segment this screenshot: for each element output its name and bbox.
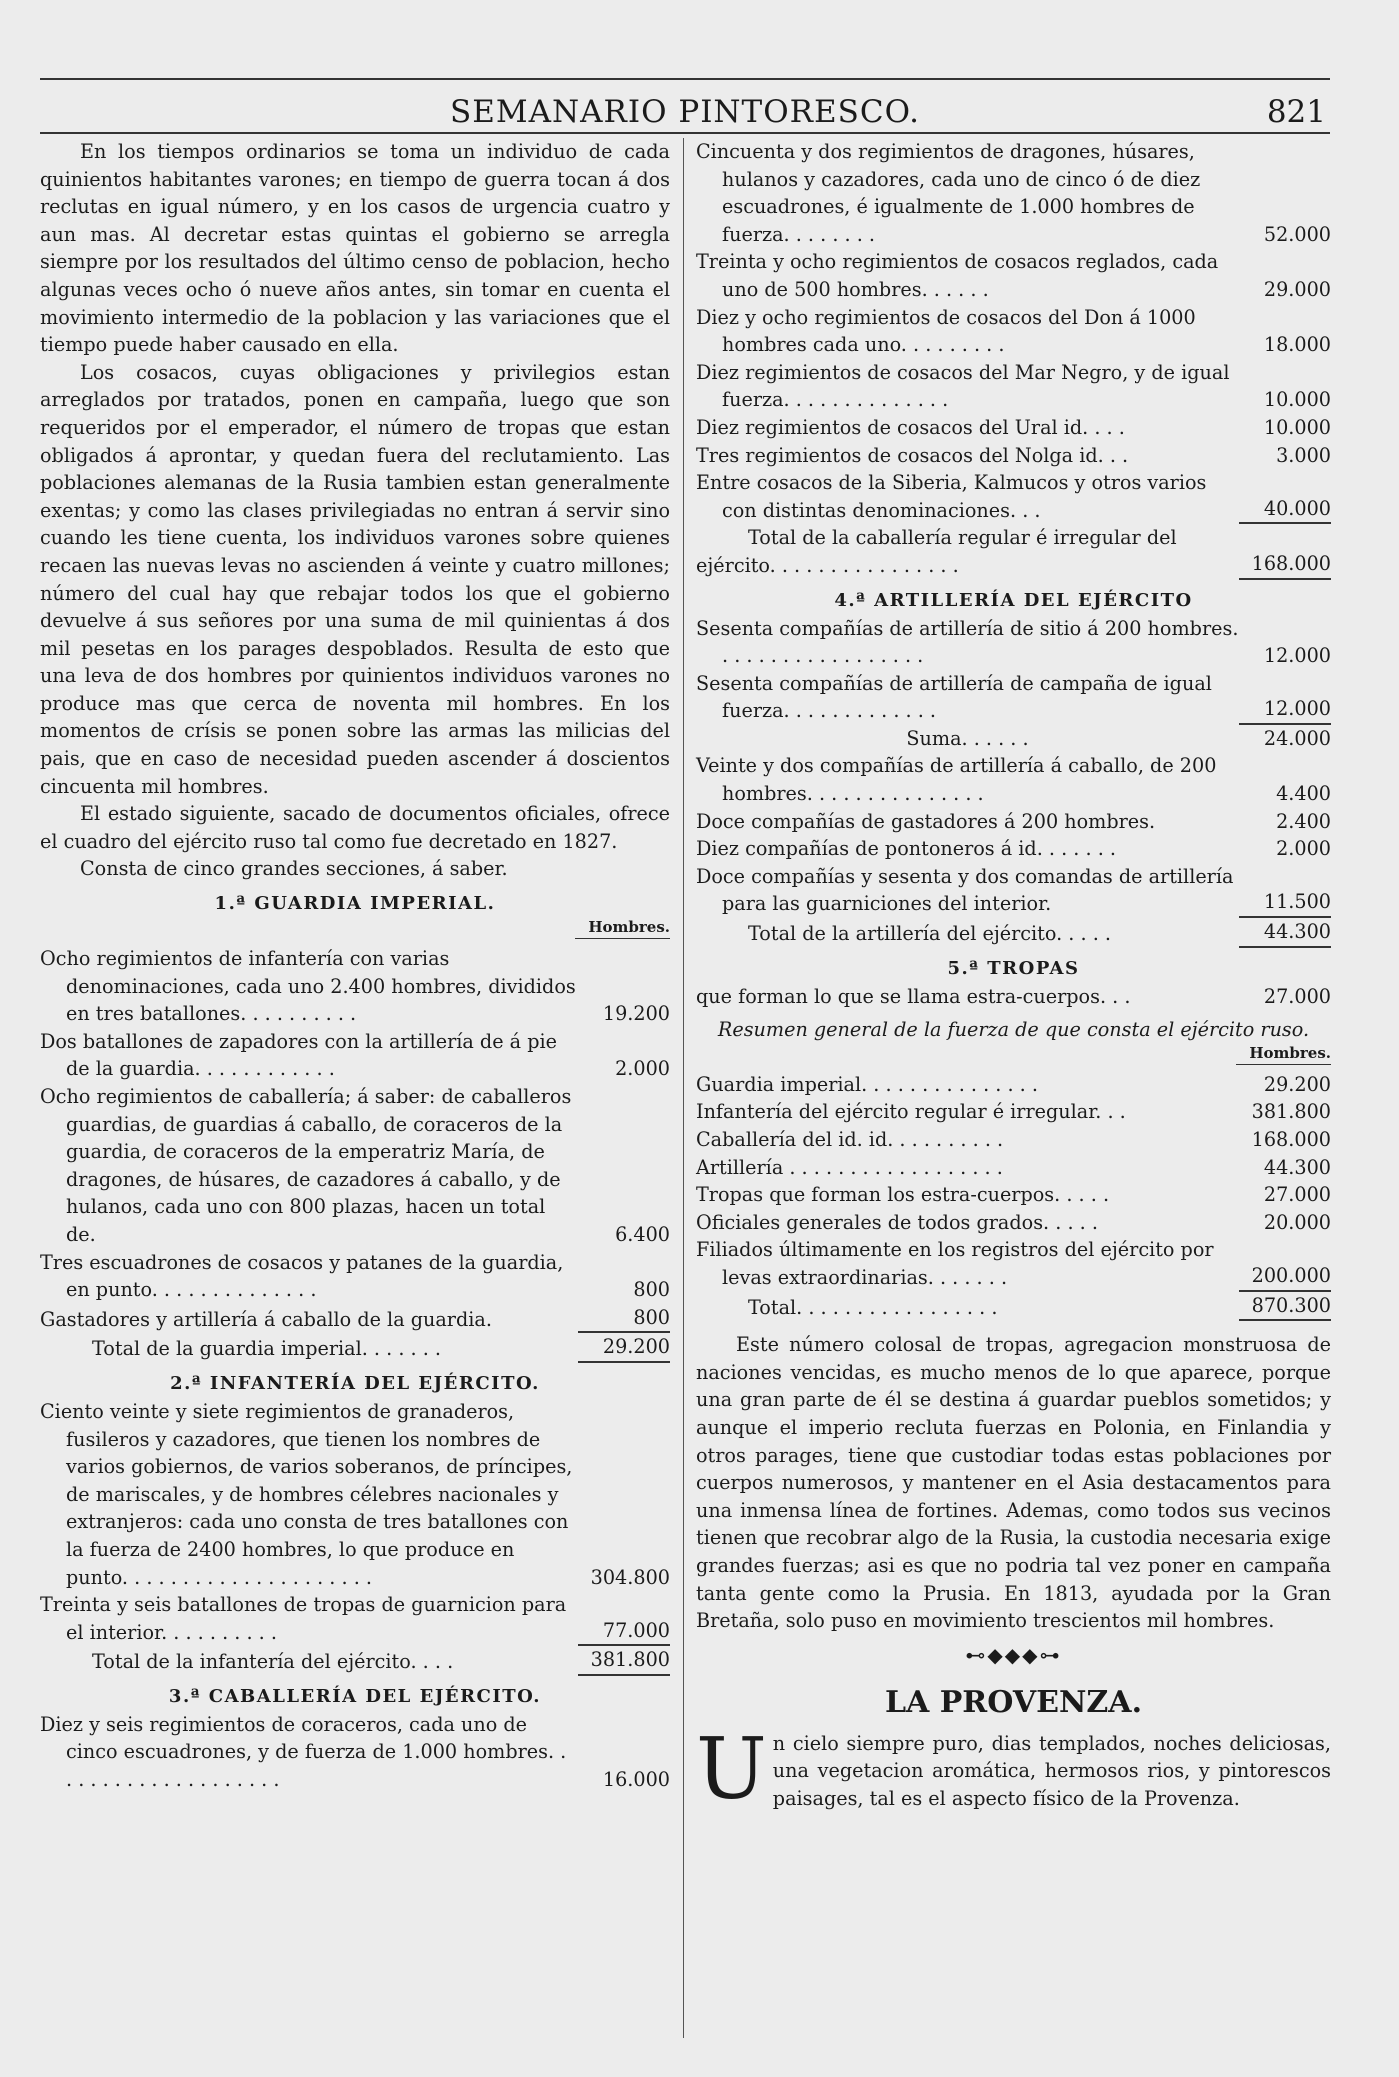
row-label: Sesenta compañías de artillería de campaña de igual fuerza. . . . . . . . . . . . . (696, 671, 1212, 723)
right-column (696, 138, 1331, 1818)
table-row (696, 1098, 1331, 1126)
paragraph: Consta de cinco grandes secciones, á saber. (80, 857, 508, 881)
row-label: Infantería del ejército regular é irregular. . . (696, 1100, 1126, 1124)
table-row (696, 615, 1331, 670)
table-row (696, 1154, 1331, 1182)
table-row (40, 1083, 670, 1249)
row-value: 2.400 (1276, 809, 1331, 833)
table-row (696, 138, 1331, 248)
total-label: Total de la artillería del ejército. . . . . (748, 922, 1111, 946)
paragraph: Este número colosal de tropas, agregacion monstruosa de naciones vencidas, es mucho menos de lo que aparece, porque una gran parte de él se destina á guardar pueblos sometidos; y aunque el imperio recluta fuerzas en Polonia, en Finlandia y otros parages, tiene que custodiar todas estas poblaciones por cuerpos numerosos, y mantener en el Asia destacamentos para una inmensa línea de fortines. Ademas, como todos sus vecinos tienen que recobrar algo de la Rusia, la custodia necesaria exige grandes fuerzas; asi es que no podria tal vez poner en campaña tanta gente como la Prusia. En 1813, ayudada por la Gran Bretaña, solo puso en movimiento trescientos mil hombres. (696, 1333, 1331, 1633)
row-label: Gastadores y artillería á caballo de la guardia. (40, 1307, 492, 1331)
table-row (696, 442, 1331, 470)
row-value: 77.000 (578, 1617, 670, 1647)
paragraph: Los cosacos, cuyas obligaciones y privilegios estan arreglados por tratados, ponen en campaña, luego que son requeridos por el emperador, el número de tropas que estan obligados á aprontar, y quedan fuera del reclutamiento. Las poblaciones alemanas de la Rusia tambien estan generalmente exentas; y como las clases privilegiadas no entran á servir sino cuando les tiene cuenta, los individuos varones sobre quienes recaen las nuevas levas no ascienden á veinte y cuatro millones; número del cual hay que rebajar todos los que el gobierno devuelve á sus señores por una suma de mil quinientas á dos mil pesetas en los parages despoblados. Resulta de esto que una leva de dos hombres por quinientos individuos varones no produce mas que cerca de noventa mil hombres. En los momentos de crísis se ponen sobre las armas las milicias del pais, que en caso de necesidad pueden ascender á doscientos cincuenta mil hombres. (40, 360, 670, 798)
publication-title: SEMANARIO PINTORESCO. (449, 94, 921, 130)
table-row (696, 248, 1331, 303)
row-label: Diez compañías de pontoneros á id. . . . . . . (696, 837, 1116, 861)
row-label: Tres regimientos de cosacos del Nolga id. . . (696, 443, 1129, 467)
paragraph: En los tiempos ordinarios se toma un individuo de cada quinientos habitantes varones; en tiempo de guerra tocan á dos reclutas en igual número, y en los casos de urgencia cuatro y aun mas. Al decretar estas quintas el gobierno se arregla siempre por los resultados del último censo de poblacion, hecho algunas veces ocho ó nueve años antes, sin tomar en cuenta el movimiento intermedio de la poblacion y las variaciones que el tiempo puede haber causado en ella. (40, 140, 670, 357)
row-label: Guardia imperial. . . . . . . . . . . . . . . (696, 1072, 1038, 1096)
row-label: Oficiales generales de todos grados. . . . . (696, 1210, 1098, 1234)
row-label: Diez y seis regimientos de coraceros, cada uno de cinco escuadrones, y de fuerza de 1.000 hombres. . . . . . . . . . . . . . . . . . . . (40, 1712, 567, 1792)
row-label: Caballería del id. id. . . . . . . . . . (696, 1128, 1004, 1151)
row-value: 10.000 (1263, 388, 1331, 412)
total-label: Total. . . . . . . . . . . . . . . . . (748, 1295, 998, 1319)
article-title: LA PROVENZA. (884, 1684, 1143, 1720)
row-label: Ocho regimientos de caballería; á saber: de caballeros guardias, de guardias á caballo, de coraceros de la guardia, de coraceros de la emperatriz María, de dragones, de húsares, de cazadores á caballo, y de hulanos, cada uno con 800 plazas, hacen un total de. (40, 1085, 572, 1246)
total-label: Total de la guardia imperial. . . . . . . (92, 1337, 442, 1361)
row-label: Sesenta compañías de artillería de sitio á 200 hombres. . . . . . . . . . . . . . . . . . (696, 616, 1239, 668)
row-label: Doce compañías de gastadores á 200 hombres. (696, 809, 1156, 833)
paragraph: El estado siguiente, sacado de documentos oficiales, ofrece el cuadro del ejército ruso tal como fue decretado en 1827. (40, 802, 670, 853)
column-header: Hombres. (575, 918, 670, 939)
row-value: 18.000 (1263, 333, 1331, 357)
table-row (696, 1071, 1331, 1099)
row-value: 2.000 (1276, 837, 1331, 861)
sum-value: 24.000 (1263, 726, 1331, 750)
row-value: 19.200 (602, 1002, 670, 1026)
article-paragraph (696, 1719, 1331, 1818)
row-label: Entre cosacos de la Siberia, Kalmucos y otros varios con distintas denominaciones. . . (696, 471, 1207, 522)
table-row (696, 670, 1331, 725)
row-label: Artillería . . . . . . . . . . . . . . . . . . (696, 1155, 1003, 1179)
page-number: 821 (1266, 94, 1326, 130)
row-value: 52.000 (1263, 222, 1331, 246)
drop-cap: U (696, 1719, 767, 1818)
row-value: 12.000 (1263, 644, 1331, 668)
row-label: Diez regimientos de cosacos del Ural id. . . . (696, 415, 1125, 439)
row-value: 20.000 (1263, 1210, 1331, 1234)
table-row (40, 945, 670, 1028)
row-label: Tropas que forman los estra-cuerpos. . . . . (696, 1183, 1110, 1207)
total-label: Total de la caballería regular é irregular del ejército. . . . . . . . . . . . . . . . (696, 526, 1177, 577)
table-row (696, 752, 1331, 807)
row-label: Treinta y ocho regimientos de cosacos reglados, cada uno de 500 hombres. . . . . . (696, 250, 1219, 301)
total-value: 870.300 (1239, 1292, 1331, 1322)
column-header: Hombres. (1236, 1044, 1331, 1065)
total-value: 29.200 (578, 1333, 670, 1363)
row-value: 800 (578, 1304, 670, 1334)
table-row (40, 1304, 670, 1334)
row-value: 3.000 (1276, 443, 1331, 467)
row-value: 29.200 (1263, 1072, 1331, 1096)
ornament-divider: ⊷◆◆◆⊶ (965, 1642, 1062, 1667)
top-rule (40, 78, 1330, 80)
page-header (40, 88, 1330, 134)
row-value: 4.400 (1276, 782, 1331, 806)
table-row (696, 304, 1331, 359)
row-value: 27.000 (1263, 984, 1331, 1008)
section-title: 3.ª CABALLERÍA DEL EJÉRCITO. (168, 1685, 542, 1707)
row-value: 27.000 (1263, 1183, 1331, 1207)
row-value: 800 (633, 1278, 670, 1302)
table-row (40, 1711, 670, 1794)
row-value: 40.000 (1239, 495, 1331, 525)
row-label: Cincuenta y dos regimientos de dragones, húsares, hulanos y cazadores, cada uno de cinco ó de diez escuadrones, é igualmente de 1.000 hombres de fuerza. . . . . . . . (696, 140, 1201, 246)
row-value: 200.000 (1239, 1262, 1331, 1292)
table-row (40, 1249, 670, 1304)
section-title: 1.ª GUARDIA IMPERIAL. (214, 893, 496, 915)
row-value: 16.000 (602, 1768, 670, 1792)
section-title: 5.ª TROPAS (947, 957, 1080, 979)
table-row (696, 835, 1331, 863)
total-row (40, 1333, 670, 1363)
total-row (696, 918, 1331, 948)
row-label: Ciento veinte y siete regimientos de granaderos, fusileros y cazadores, que tienen los nombres de varios gobiernos, de varios soberanos, de príncipes, de mariscales, y de hombres célebres nacionales y extranjeros: cada uno consta de tres batallones con la fuerza de 2400 hombres, lo que produce en punto. . . . . . . . . . . . . . . . . . . . . (40, 1399, 573, 1589)
table-row (696, 414, 1331, 442)
row-value: 12.000 (1239, 695, 1331, 725)
table-row (40, 1028, 670, 1083)
row-value: 304.800 (590, 1565, 670, 1589)
row-value: 11.500 (1239, 888, 1331, 918)
row-value: 2.000 (615, 1057, 670, 1081)
row-value: 44.300 (1263, 1155, 1331, 1179)
row-label: que forman lo que se llama estra-cuerpos. . . (696, 984, 1131, 1008)
table-row (696, 808, 1331, 836)
row-label: Dos batallones de zapadores con la artillería de á pie de la guardia. . . . . . . . . . . . (40, 1029, 557, 1081)
section-title: 4.ª ARTILLERÍA DEL EJÉRCITO (834, 589, 1193, 611)
summary-title: Resumen general de la fuerza de que consta el ejército ruso. (717, 1018, 1310, 1042)
row-label: Veinte y dos compañías de artillería á caballo, de 200 hombres. . . . . . . . . . . . . . . (696, 754, 1217, 806)
table-row (696, 1126, 1331, 1154)
column-divider (683, 138, 684, 2038)
row-label: Ocho regimientos de infantería con varias denominaciones, cada uno 2.400 hombres, divididos en tres batallones. . . . . . . . . . (40, 947, 576, 1026)
row-value: 168.000 (1251, 1128, 1331, 1151)
table-row (696, 1209, 1331, 1237)
table-row (696, 863, 1331, 918)
total-row (696, 1292, 1331, 1322)
section-title: 2.ª INFANTERÍA DEL EJÉRCITO. (170, 1372, 540, 1394)
table-row (696, 983, 1331, 1011)
article-text: n cielo siempre puro, dias templados, noches deliciosas, una vegetacion aromática, hermosos rios, y pintorescos paisages, tal es el aspecto físico de la Provenza. (772, 1731, 1331, 1810)
total-row (696, 524, 1331, 579)
row-value: 10.000 (1263, 415, 1331, 439)
row-value: 6.400 (615, 1222, 670, 1246)
row-label: Doce compañías y sesenta y dos comandas de artillería para las guarniciones del interior. (696, 864, 1234, 916)
left-column (40, 138, 670, 1794)
total-label: Total de la infantería del ejército. . . . (92, 1650, 454, 1674)
row-label: Filiados últimamente en los registros del ejército por levas extraordinarias. . . . . . . (696, 1238, 1214, 1289)
table-row (696, 1181, 1331, 1209)
row-label: Diez y ocho regimientos de cosacos del Don á 1000 hombres cada uno. . . . . . . . . (696, 305, 1196, 357)
table-row (696, 1236, 1331, 1291)
row-label: Diez regimientos de cosacos del Mar Negro, y de igual fuerza. . . . . . . . . . . . . . (696, 360, 1230, 412)
table-row (40, 1398, 670, 1591)
sum-label: Suma. . . . . . (906, 726, 1029, 750)
row-label: Tres escuadrones de cosacos y patanes de la guardia, en punto. . . . . . . . . . . . . . (40, 1250, 564, 1302)
table-row (696, 359, 1331, 414)
total-value: 44.300 (1239, 918, 1331, 948)
row-value: 381.800 (1251, 1100, 1331, 1124)
table-row (696, 469, 1331, 524)
row-label: Treinta y seis batallones de tropas de guarnicion para el interior. . . . . . . . . . (40, 1593, 567, 1644)
table-row (40, 1591, 670, 1646)
total-row (40, 1646, 670, 1676)
row-value: 29.000 (1263, 277, 1331, 301)
total-value: 381.800 (578, 1646, 670, 1676)
sum-row (696, 725, 1331, 753)
total-value: 168.000 (1239, 550, 1331, 580)
